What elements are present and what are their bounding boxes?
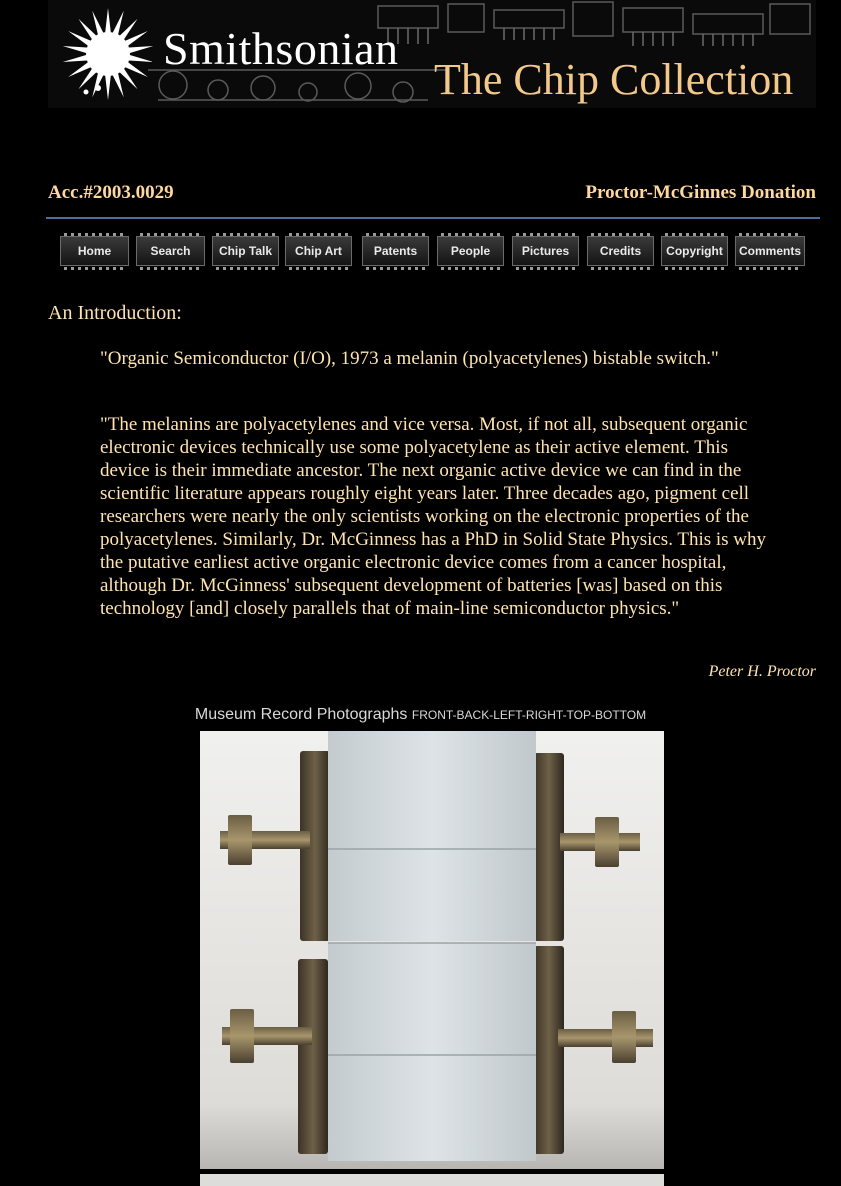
quote-author: Peter H. Proctor bbox=[708, 663, 816, 680]
nav-people-button[interactable]: People bbox=[437, 236, 504, 266]
intro-quote-2: "The melanins are polyacetylenes and vice versa. Most, if not all, subsequent organic electronic devices technically use some polyacetylene as their active element. This device is their immediate ancestor. The next organic active device we can find in the scientific literature appears roughly eight years later. Three decades ago, pigment cell researchers were nearly the only scientists working on the electronic properties of the polyacetylenes. Similarly, Dr. McGinness has a PhD in Solid State Physics. This is why the putative earliest active organic electronic device comes from a cancer hospital, although Dr. McGinness' subsequent development of batteries [was] based on this technology [and] closely parallels that of main-line semiconductor physics." bbox=[100, 414, 767, 619]
nav-search-button[interactable]: Search bbox=[136, 236, 205, 266]
chip-collection-title: The Chip Collection bbox=[434, 55, 794, 104]
nav-copyright-button[interactable]: Copyright bbox=[661, 236, 728, 266]
nav-chip-art-button[interactable]: Chip Art bbox=[285, 236, 352, 266]
site-banner[interactable] bbox=[48, 0, 816, 108]
nav-pictures-button[interactable]: Pictures bbox=[512, 236, 579, 266]
nav-comments-button[interactable]: Comments bbox=[735, 236, 805, 266]
museum-record-photo[interactable] bbox=[200, 731, 664, 1169]
accession-number: Acc.#2003.0029 bbox=[48, 182, 174, 203]
photo-caption-views: FRONT-BACK-LEFT-RIGHT-TOP-BOTTOM bbox=[411, 708, 647, 722]
nav-credits-button[interactable]: Credits bbox=[587, 236, 654, 266]
nav-patents-button[interactable]: Patents bbox=[362, 236, 429, 266]
organic-semiconductor-device-image bbox=[200, 731, 664, 1169]
intro-quote-1: "Organic Semiconductor (I/O), 1973 a melanin (polyacetylenes) bistable switch." bbox=[100, 348, 719, 369]
nav-chip-talk-button[interactable]: Chip Talk bbox=[212, 236, 279, 266]
nav-home-button[interactable]: Home bbox=[60, 236, 129, 266]
main-navigation bbox=[60, 236, 806, 270]
smithsonian-sun-icon bbox=[56, 6, 160, 102]
donation-title: Proctor-McGinnes Donation bbox=[585, 182, 816, 203]
header-divider bbox=[46, 217, 820, 219]
smithsonian-wordmark: Smithsonian bbox=[163, 23, 399, 74]
intro-heading: An Introduction: bbox=[48, 302, 182, 324]
museum-record-photo-next[interactable] bbox=[200, 1174, 664, 1186]
photo-caption-main: Museum Record Photographs bbox=[194, 706, 408, 723]
photo-caption bbox=[0, 706, 841, 724]
